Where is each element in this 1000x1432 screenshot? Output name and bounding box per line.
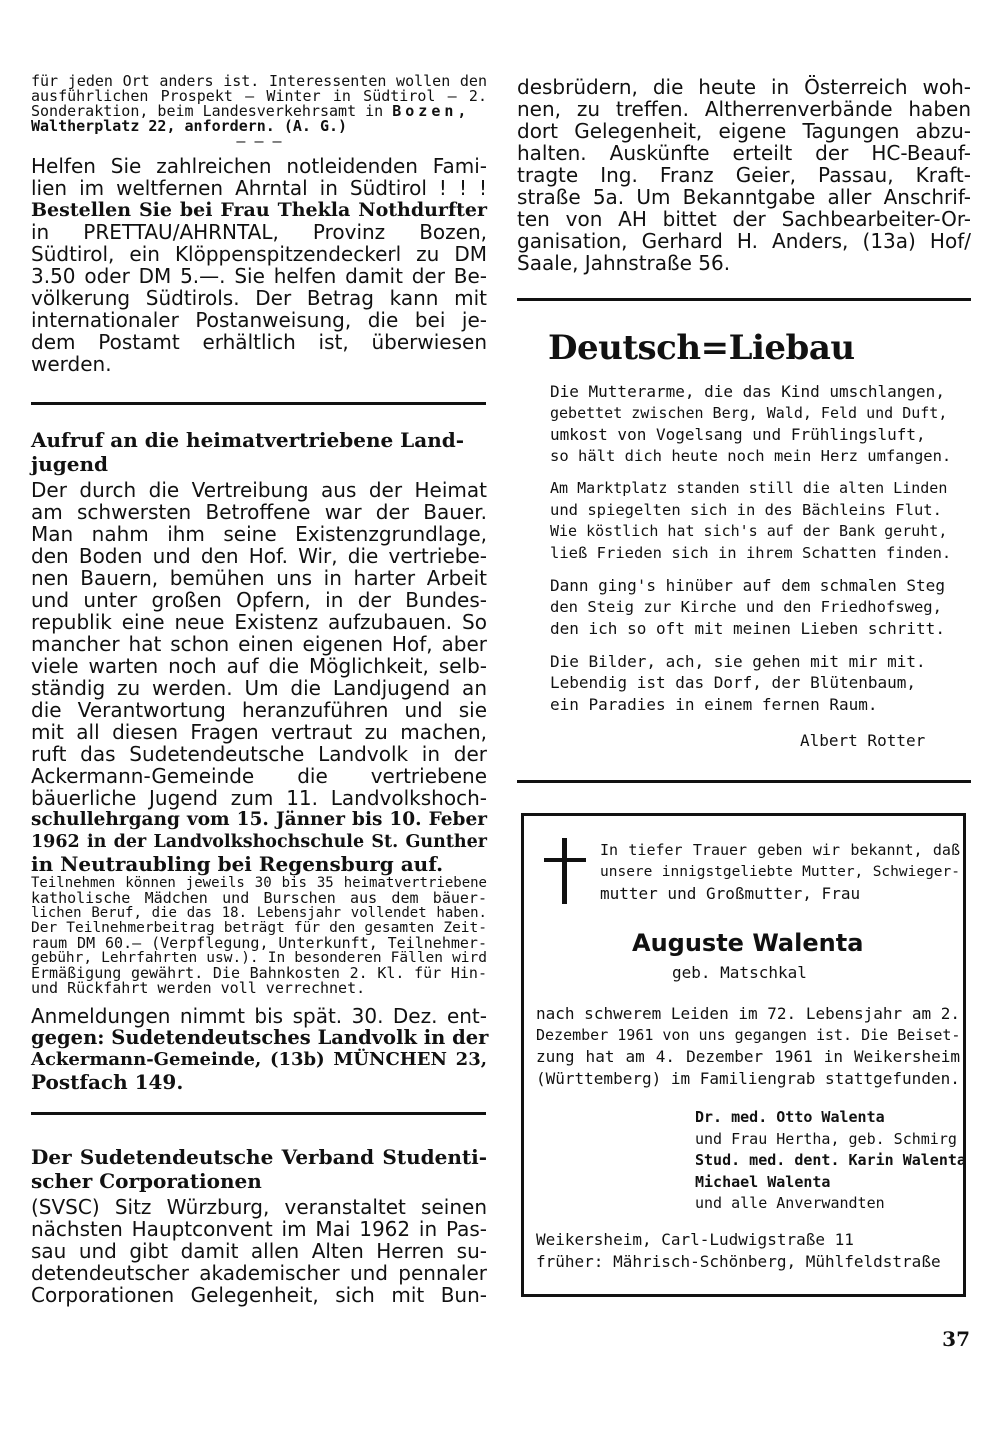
poem-line: den ich so oft mit meinen Lieben schritt. bbox=[550, 619, 945, 638]
text-line: republik eine neue Existenz aufzubauen. So bbox=[31, 610, 487, 634]
text-line: ten von AH bittet der Sachbearbeiter-Or- bbox=[517, 207, 971, 231]
heading-line: jugend bbox=[31, 452, 109, 476]
text-line: detendeutscher akademischer und pennaler bbox=[31, 1261, 487, 1285]
text-line: (Württemberg) im Familiengrab stattgefunden. bbox=[536, 1068, 960, 1088]
text-line: unsere innigstgeliebte Mutter, Schwieger- bbox=[600, 863, 960, 880]
text-line: mancher hat schon einen eigenen Hof, aber bbox=[31, 632, 487, 656]
poem bbox=[550, 381, 950, 715]
poem-line: so hält dich heute noch mein Herz umfangen. bbox=[550, 446, 952, 465]
text-line: straße 5a. Um Bekanntgabe aller Anschrif- bbox=[517, 185, 971, 209]
text-line: nach schwerem Leiden im 72. Lebensjahr am 2. bbox=[536, 1004, 960, 1023]
text-line: tragte Ing. Franz Geier, Passau, Kraft- bbox=[517, 163, 971, 187]
text-line: mutter und Großmutter, Frau bbox=[600, 884, 861, 903]
text-line: Corporationen Gelegenheit, sich mit Bun- bbox=[31, 1283, 487, 1307]
column-rule bbox=[31, 1112, 486, 1115]
text-line: ruft das Sudetendeutsche Landvolk in der bbox=[31, 742, 487, 766]
text-line: am schwersten Betroffene war der Bauer. bbox=[31, 500, 487, 524]
text-line: lichen Beruf, die das 18. Lebensjahr vollendet haben. bbox=[31, 905, 487, 921]
text-line: Der Teilnehmerbeitrag beträgt für den gesamten Zeit- bbox=[31, 920, 487, 936]
poem-line: Am Marktplatz standen still die alten Linden bbox=[550, 479, 948, 497]
text-line: Waltherplatz 22, anfordern. (A. G.) bbox=[31, 117, 348, 135]
text-line: nen Bauern, bemühen uns in harter Arbeit bbox=[31, 566, 487, 590]
text-line: Man nahm ihm seine Existenzgrundlage, bbox=[31, 522, 487, 546]
mourners-list bbox=[695, 1107, 965, 1215]
poem-line: den Steig zur Kirche und den Friedhofsweg, bbox=[550, 597, 942, 616]
text-line: Postfach 149. bbox=[31, 1070, 184, 1094]
text-line: werden. bbox=[31, 352, 112, 376]
text-line: Der durch die Vertreibung aus der Heimat bbox=[31, 478, 487, 502]
text-line: Helfen Sie zahlreichen notleidenden Fami- bbox=[31, 154, 487, 178]
text-line: desbrüdern, die heute in Österreich woh- bbox=[517, 75, 971, 99]
mourner: Dr. med. Otto Walenta bbox=[695, 1108, 885, 1126]
text-line: nen, zu treffen. Altherrenverbände haben bbox=[517, 97, 971, 121]
text-line: früher: Mährisch-Schönberg, Mühlfeldstraße bbox=[536, 1252, 941, 1271]
poem-author: Albert Rotter bbox=[800, 731, 926, 750]
poem-line: ein Paradies in einem fernen Raum. bbox=[550, 694, 878, 714]
poem-stanza bbox=[550, 575, 950, 640]
city-bozen: Bozen, bbox=[392, 102, 471, 120]
text-line: dem Postamt erhältlich ist, überwiesen bbox=[31, 330, 487, 354]
text-line: und unter großen Opfern, in der Bundes- bbox=[31, 588, 487, 612]
poem-line: Wie köstlich hat sich's auf der Bank geruht, bbox=[550, 522, 948, 540]
obituary-address bbox=[536, 1229, 960, 1273]
poem-line: und spiegelten sich in des Bächleins Flut. bbox=[550, 500, 942, 519]
mourner: Michael Walenta bbox=[695, 1172, 831, 1191]
text-line: In tiefer Trauer geben wir bekannt, daß bbox=[600, 841, 960, 859]
text-line: völkerung Südtirols. Der Betrag kann mit bbox=[31, 286, 487, 310]
text-line: katholische Mädchen und Burschen aus dem bäuer- bbox=[31, 889, 487, 907]
text-line: Weikersheim, Carl-Ludwigstraße 11 bbox=[536, 1230, 854, 1249]
text-line: ausführlichen Prospekt — Winter in Südtirol — 2. bbox=[31, 87, 487, 105]
text-line: Anmeldungen nimmt bis spät. 30. Dez. ent- bbox=[31, 1004, 487, 1028]
poem-line: Dann ging's hinüber auf dem schmalen Steg bbox=[550, 576, 945, 595]
obituary-box bbox=[521, 813, 966, 1297]
mourner: und Frau Hertha, geb. Schmirg bbox=[695, 1129, 957, 1148]
text-line: Dezember 1961 von uns gegangen ist. Die Beiset- bbox=[536, 1025, 961, 1044]
birth-name: geb. Matschkal bbox=[672, 963, 807, 982]
text-line: schullehrgang vom 15. Jänner bis 10. Feber bbox=[31, 809, 487, 830]
aufruf-body bbox=[31, 479, 487, 875]
text-line: sau und gibt damit allen Alten Herren su- bbox=[31, 1239, 487, 1263]
text-line: 1962 in der Landvolkshochschule St. Gunther bbox=[31, 832, 487, 852]
text-line: Ermäßigung gewährt. Die Bahnkosten 2. Kl. für Hin- bbox=[31, 964, 487, 982]
text-line: die Verantwortung heranzuführen und sie bbox=[31, 698, 487, 722]
text-line: (SVSC) Sitz Würzburg, veranstaltet seinen bbox=[31, 1195, 487, 1219]
text-line: gegen: Sudetendeutsches Landvolk in der bbox=[31, 1026, 489, 1049]
text-line: zung hat am 4. Dezember 1961 in Weikersheim bbox=[536, 1047, 960, 1066]
poem-line: umkost von Vogelsang und Frühlingsluft, bbox=[550, 425, 926, 444]
text-line: den Boden und den Hof. Wir, die vertriebe- bbox=[31, 544, 487, 568]
text-line: in Neutraubling bei Regensburg auf. bbox=[31, 852, 444, 876]
column-rule bbox=[517, 780, 971, 783]
column-rule bbox=[31, 402, 486, 405]
poem-line: Lebendig ist das Dorf, der Blütenbaum, bbox=[550, 673, 917, 692]
heading-line: scher Corporationen bbox=[31, 1169, 262, 1193]
text-line: in PRETTAU/AHRNTAL, Provinz Bozen, bbox=[31, 220, 487, 244]
text-line: ständig zu werden. Um die Landjugend an bbox=[31, 676, 487, 700]
text-line: für jeden Ort anders ist. Interessenten wollen den bbox=[31, 72, 487, 90]
anmeldung-notice bbox=[31, 1005, 487, 1093]
text-line: dort Gelegenheit, eigene Tagungen abzu- bbox=[517, 119, 971, 143]
text-line: 3.50 oder DM 5.—. Sie helfen damit der Be- bbox=[31, 264, 487, 288]
text-line: nächsten Hauptconvent im Mai 1962 in Pas- bbox=[31, 1217, 487, 1241]
text-line: bäuerliche Jugend zum 11. Landvolkshoch- bbox=[31, 786, 487, 810]
text-line: Teilnehmen können jeweils 30 bis 35 heimatvertriebene bbox=[31, 875, 487, 891]
text-line: Bestellen Sie bei Frau Thekla Nothdurfter bbox=[31, 199, 487, 221]
text-line: lien im weltfernen Ahrntal in Südtirol ! ! ! bbox=[31, 176, 487, 200]
text-line: mit all diesen Fragen vertraut zu machen, bbox=[31, 720, 487, 744]
text-line: internationaler Postanweisung, die bei je- bbox=[31, 308, 487, 332]
text-line: halten. Auskünfte erteilt der HC-Beauf- bbox=[517, 141, 971, 165]
svsc-continued bbox=[517, 76, 971, 274]
text-line: Sonderaktion, beim Landesverkehrsamt in Bozen, bbox=[31, 102, 471, 120]
heading-line: Aufruf an die heimatvertriebene Land- bbox=[31, 428, 465, 452]
text-line: gebühr, Lehrfahrten usw.). In besonderen Fällen wird bbox=[31, 950, 487, 966]
cross-icon bbox=[544, 838, 586, 904]
poem-line: gebettet zwischen Berg, Wald, Feld und Duft, bbox=[550, 403, 948, 422]
poem-line: Die Mutterarme, die das Kind umschlangen, bbox=[550, 382, 945, 401]
mourner: und alle Anverwandten bbox=[695, 1194, 885, 1212]
aufruf-heading bbox=[31, 428, 487, 476]
poem-title: Deutsch=Liebau bbox=[548, 328, 855, 368]
poem-line: ließ Frieden sich in ihrem Schatten finden. bbox=[550, 543, 952, 562]
poem-stanza bbox=[550, 651, 950, 716]
text-line: Ackermann-Gemeinde die vertriebene bbox=[31, 764, 487, 788]
dash-separator: — — — bbox=[236, 132, 282, 150]
poem-line: Die Bilder, ach, sie gehen mit mir mit. bbox=[550, 651, 926, 671]
poem-stanza bbox=[550, 478, 950, 564]
text-line: viele warten noch auf die Möglichkeit, selb- bbox=[31, 654, 487, 678]
page-number: 37 bbox=[942, 1327, 970, 1351]
klöppel-notice bbox=[31, 155, 487, 375]
aufruf-small-print bbox=[31, 876, 487, 996]
text-line: Südtirol, ein Klöppenspitzendeckerl zu DM bbox=[31, 242, 487, 266]
heading-line: Der Sudetendeutsche Verband Studenti- bbox=[31, 1145, 487, 1169]
text-line: raum DM 60.— (Verpflegung, Unterkunft, Teilnehmer- bbox=[31, 934, 487, 952]
obituary-intro bbox=[600, 840, 960, 905]
deceased-name: Auguste Walenta bbox=[632, 929, 864, 957]
column-rule bbox=[517, 298, 971, 301]
mourner: Stud. med. dent. Karin Walenta bbox=[695, 1151, 966, 1169]
obituary-body bbox=[536, 1003, 960, 1089]
poem-stanza bbox=[550, 381, 950, 467]
text-line: ganisation, Gerhard H. Anders, (13a) Hof/ bbox=[517, 229, 971, 253]
text-line: und Rückfahrt werden voll verrechnet. bbox=[31, 979, 366, 997]
svsc-body bbox=[31, 1196, 487, 1306]
text-line: Ackermann-Gemeinde, (13b) MÜNCHEN 23, bbox=[31, 1049, 487, 1070]
text-line: Saale, Jahnstraße 56. bbox=[517, 251, 731, 275]
svsc-heading bbox=[31, 1145, 487, 1193]
intro-notice bbox=[31, 74, 487, 149]
